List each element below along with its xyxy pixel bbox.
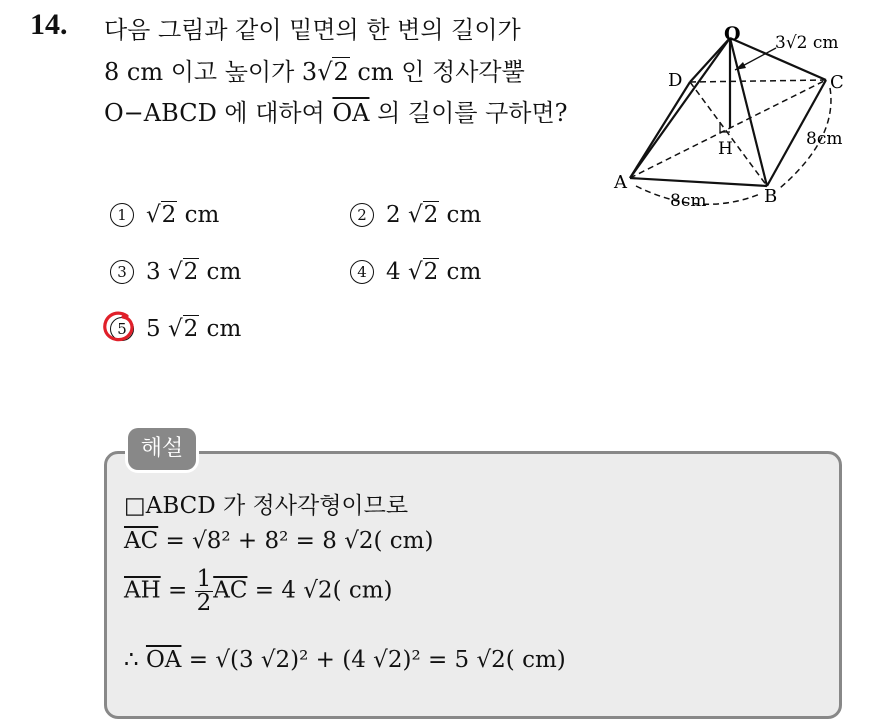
label-bc-length: 8cm: [806, 129, 843, 149]
edge-ab: [630, 178, 767, 186]
solution-tab: 해설: [128, 428, 196, 470]
label-ab-length: 8cm: [670, 191, 707, 211]
option-2[interactable]: 2 2 √2 cm: [350, 202, 481, 228]
label-height: 3√2 cm: [775, 33, 839, 53]
edge-oa: [630, 38, 730, 178]
question-line-2: 8 cm 이고 높이가 3√2 cm 인 정사각뿔: [104, 58, 525, 86]
option-1[interactable]: 1 √2 cm: [110, 202, 219, 228]
question-line-1: 다음 그림과 같이 밑면의 한 변의 길이가: [104, 16, 521, 44]
label-a: A: [614, 172, 627, 193]
edge-ob: [730, 38, 767, 186]
option-2-number: 2: [350, 203, 374, 227]
edge-dc: [690, 80, 826, 82]
label-h: H: [718, 139, 733, 159]
option-1-number: 1: [110, 203, 134, 227]
pyramid-figure: [610, 18, 855, 213]
option-4-number: 4: [350, 260, 374, 284]
option-5[interactable]: 5 5 √2 cm: [110, 316, 241, 342]
solution-line-3: $\overline{AH}$ = $\frac{1}{2}$ $\overline{AC} = 4$ √2( cm): [124, 566, 393, 616]
question-number: 14.: [30, 8, 68, 41]
label-o: O: [724, 23, 741, 45]
label-c: C: [830, 72, 844, 93]
solution-line-1: □ABCD 가 정사각형이므로: [124, 493, 409, 519]
diag-bd: [690, 82, 767, 186]
label-d: D: [668, 70, 683, 91]
option-3[interactable]: 3 3 √2 cm: [110, 259, 241, 285]
question-line-3: O−ABCD 에 대하여 $\overline{OA}$ 의 길이를 구하면?: [104, 99, 568, 127]
answer-mark-icon: [101, 310, 135, 344]
option-3-number: 3: [110, 260, 134, 284]
option-5-number: 5: [110, 317, 134, 341]
label-b: B: [764, 186, 778, 207]
solution-line-4: ∴ $\overline{OA} = √(3$ √2)² + (4 √2)² = 5 √2( cm): [124, 647, 566, 673]
option-4[interactable]: 4 4 √2 cm: [350, 259, 481, 285]
solution-line-2: $\overline{AC} = √8^2 + 8^2 = 8$ √2( cm): [124, 528, 434, 554]
